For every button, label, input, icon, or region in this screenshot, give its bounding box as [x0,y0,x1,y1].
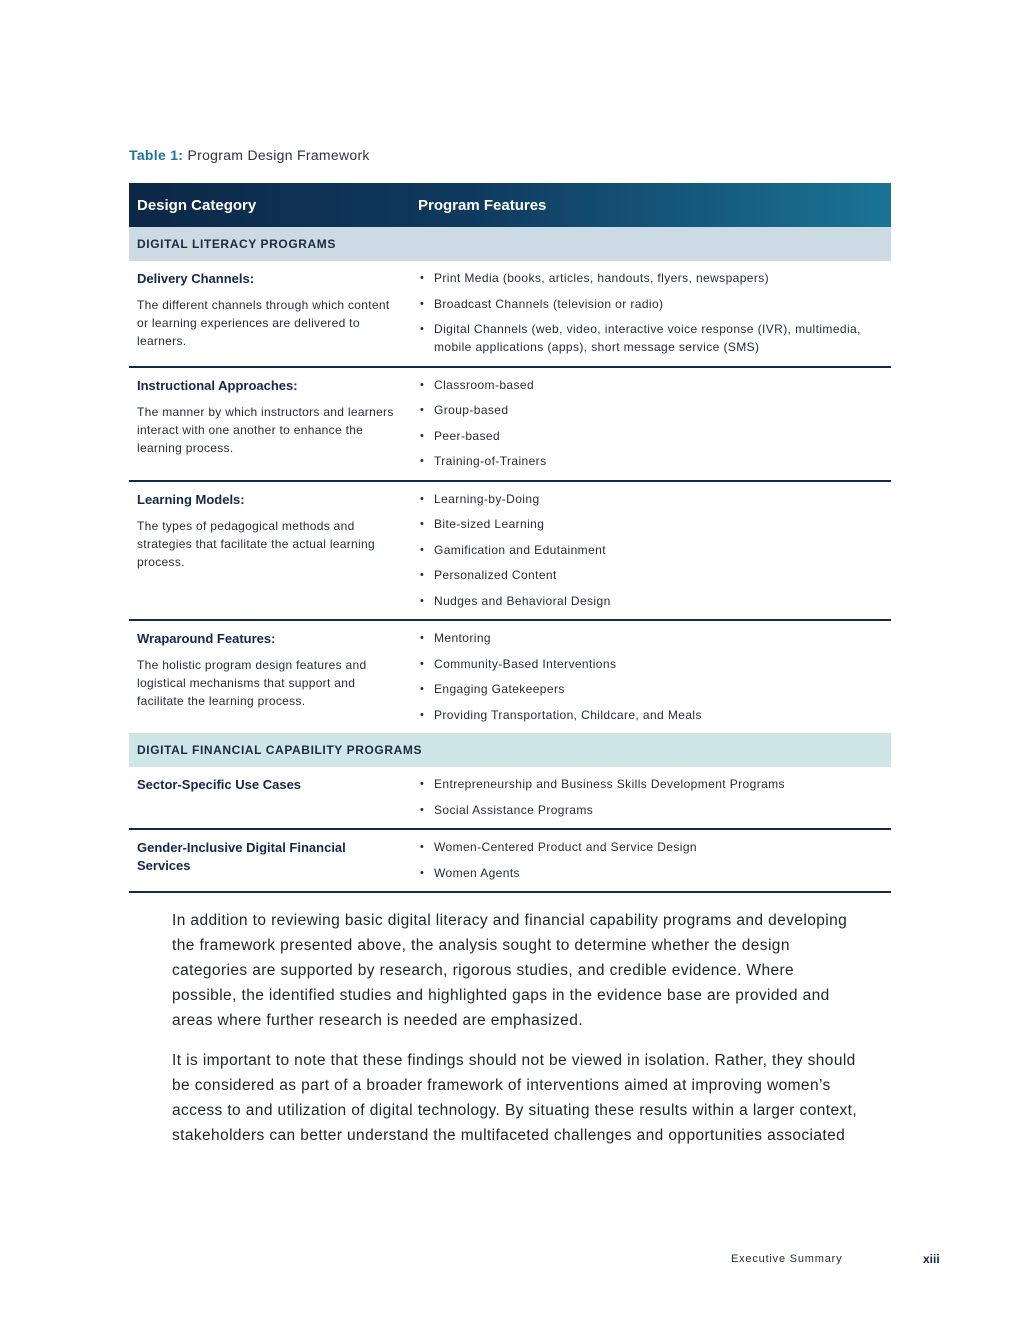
body-paragraph: In addition to reviewing basic digital literacy and financial capability programs and developing the framework presented above, the analysis sought to determine whether the design categories are supported by research, rigorous studies, and credible evidence. Where possible, the identified studies and highlighted gaps in the evidence base are provided and areas where further research is needed are emphasized. [172,912,848,1029]
header-program-features: Program Features [418,196,547,214]
list-item: • Digital Channels (web, video, interactive voice response (IVR), multimedia, mobile applications (apps), short message service (SMS) [418,320,883,356]
category-description: The manner by which instructors and learners interact with one another to enhance the learning process. [137,404,394,455]
list-item: • Providing Transportation, Childcare, and Meals [418,706,883,724]
category-description: The different channels through which content or learning experiences are delivered to learners. [137,298,390,348]
table-caption-title: Program Design Framework [187,147,370,163]
category-description: The types of pedagogical methods and strategies that facilitate the actual learning process. [137,518,375,569]
features-cell [410,829,891,892]
features-cell [410,481,891,621]
list-item: • Entrepreneurship and Business Skills Development Programs [418,775,883,793]
list-item: • Women-Centered Product and Service Design [418,838,883,856]
body-text [172,908,862,1163]
features-cell [410,367,891,481]
list-item: • Engaging Gatekeepers [418,680,883,698]
list-item: • Bite-sized Learning [418,515,883,533]
section-digital-literacy [129,227,891,261]
table-row [129,767,891,829]
category-title: Delivery Channels: [137,271,255,286]
list-item: • Gamification and Edutainment [418,541,883,559]
section-title: DIGITAL FINANCIAL CAPABILITY PROGRAMS [129,733,891,767]
category-title: Sector-Specific Use Cases [137,777,302,792]
section-title: DIGITAL LITERACY PROGRAMS [129,227,891,261]
program-design-table [129,183,891,893]
category-cell [129,261,410,367]
category-title: Instructional Approaches: [137,377,298,393]
features-cell [410,261,891,367]
feature-list [418,775,883,819]
footer-section-label: Executive Summary [731,1253,843,1265]
feature-list [418,490,883,610]
table-caption [129,147,370,163]
category-title: Wraparound Features: [137,631,276,646]
list-item: • Social Assistance Programs [418,801,883,819]
table-header-row [129,183,891,227]
table-row [129,261,891,367]
feature-list [418,269,883,356]
table-row [129,620,891,733]
list-item: • Peer-based [418,427,883,445]
category-cell [129,829,410,892]
page-number: xiii [923,1252,940,1266]
category-cell [129,620,410,733]
category-description: The holistic program design features and logistical mechanisms that support and facilitate the learning process. [137,658,367,708]
list-item: • Group-based [418,401,883,419]
list-item: • Broadcast Channels (television or radio) [418,295,883,313]
table-row [129,829,891,892]
header-design-category: Design Category [137,196,257,214]
feature-list [418,838,883,882]
category-cell [129,481,410,621]
features-cell [410,767,891,829]
table-row [129,481,891,621]
list-item: • Personalized Content [418,566,883,584]
table-caption-label: Table 1: [129,147,184,163]
list-item: • Learning-by-Doing [418,490,883,508]
section-digital-financial-capability [129,733,891,767]
list-item: • Community-Based Interventions [418,655,883,673]
list-item: • Training-of-Trainers [418,452,883,470]
list-item: • Nudges and Behavioral Design [418,592,883,610]
body-paragraph: It is important to note that these findings should not be viewed in isolation. Rather, they should be considered as part of a broader framework of interventions aimed at improving women’s access to and utilization of digital technology. By situating these results within a larger context, stakeholders can better understand the multifaceted challenges and opportunities associated [172,1052,858,1144]
list-item: • Classroom-based [418,376,883,394]
category-cell [129,767,410,829]
list-item: • Print Media (books, articles, handouts, flyers, newspapers) [418,269,883,287]
list-item: • Women Agents [418,864,883,882]
feature-list [418,629,883,724]
feature-list [418,376,883,471]
list-item: • Mentoring [418,629,883,647]
category-title: Learning Models: [137,491,245,507]
category-title: Gender-Inclusive Digital Financial Services [137,840,346,873]
table-row [129,367,891,481]
features-cell [410,620,891,733]
category-cell [129,367,410,481]
